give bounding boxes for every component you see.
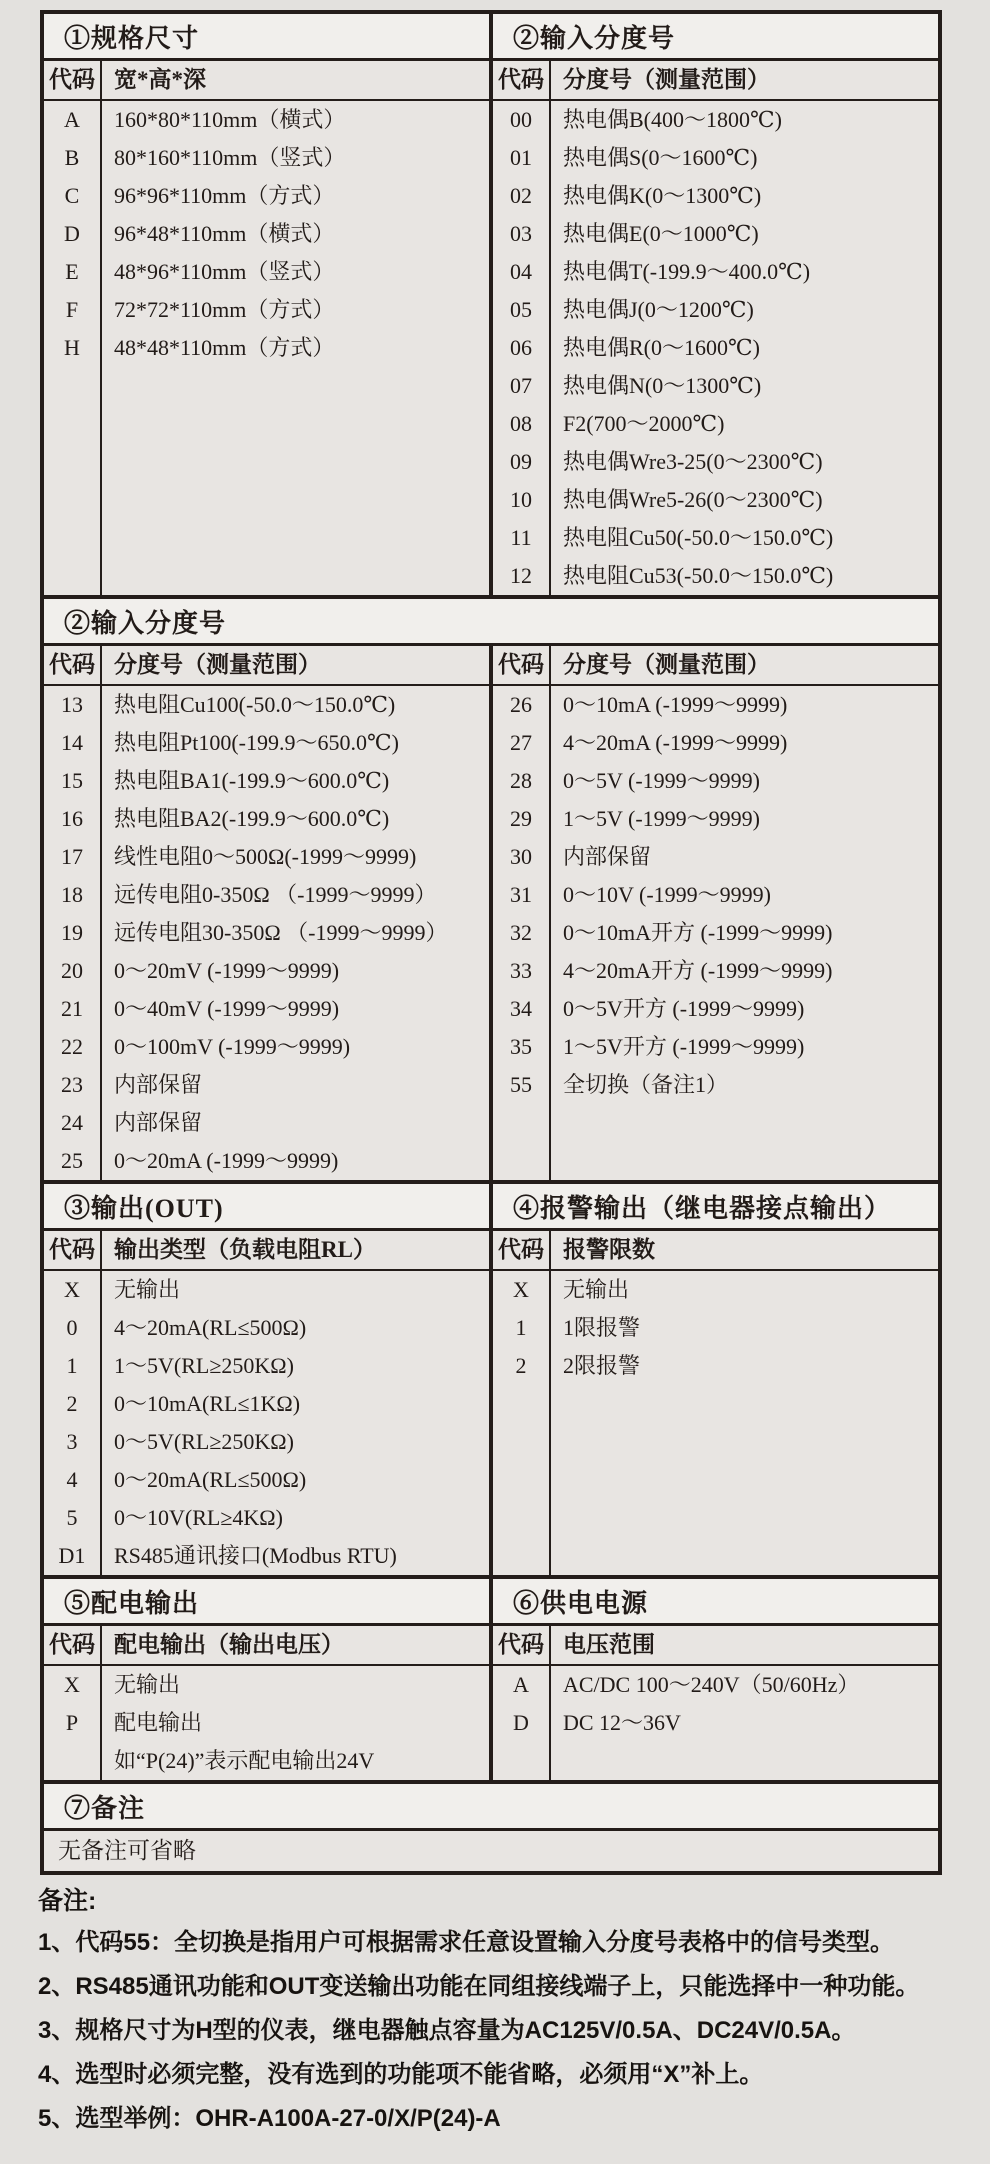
row-code-cell: 24: [61, 1110, 83, 1135]
code-column-header: 代码: [493, 61, 551, 99]
table-row: [44, 1347, 489, 1385]
row-label-cell: AC/DC 100～240V（50/60Hz）: [563, 1672, 860, 1697]
row-label-cell: 热电偶R(0～1600℃): [563, 335, 760, 360]
row-label-cell: 热电偶B(400～1800℃): [563, 107, 782, 132]
row-label-cell: 热电阻BA1(-199.9～600.0℃): [114, 768, 390, 793]
table-row: [44, 838, 489, 876]
row-label-cell: 热电偶J(0～1200℃): [563, 297, 754, 322]
row-label-cell: 无输出: [563, 1277, 630, 1302]
row-label-cell: 热电偶N(0～1300℃): [563, 373, 762, 398]
row-label-cell: 热电偶K(0～1300℃): [563, 183, 762, 208]
label-column-header: 分度号（测量范围）: [114, 652, 321, 677]
row-code-cell: 4: [66, 1467, 78, 1492]
row-code-cell: 28: [510, 768, 532, 793]
row-label-cell: 热电偶Wre3-25(0～2300℃): [563, 449, 823, 474]
table-row: [44, 1385, 489, 1423]
row-code-cell: 20: [61, 958, 83, 983]
row-code-cell: 07: [510, 373, 532, 398]
section2b-left-rows: [44, 686, 489, 1180]
row-code-cell: 2: [515, 1353, 527, 1378]
section4-rows: [493, 1271, 938, 1575]
section5-rows: [44, 1666, 489, 1780]
table-row: [493, 139, 938, 177]
row-label-cell: 0～20mA(RL≤500Ω): [114, 1467, 307, 1492]
band4-column-header: [44, 1626, 938, 1664]
table-row: [493, 329, 938, 367]
row-label-cell: 远传电阻30-350Ω （-1999～9999）: [114, 920, 448, 945]
section5-column-header: [44, 1626, 489, 1664]
row-code-cell: 05: [510, 297, 532, 322]
row-label-cell: 160*80*110mm（横式）: [114, 107, 346, 132]
row-code-cell: 15: [61, 768, 83, 793]
row-label-cell: 1限报警: [563, 1315, 641, 1340]
row-code-cell: 29: [510, 806, 532, 831]
table-row: [493, 1666, 938, 1704]
code-column-header: 代码: [44, 1626, 102, 1664]
table-row: [493, 481, 938, 519]
label-column-header: 报警限数: [563, 1237, 655, 1262]
row-code-cell: F: [65, 297, 79, 322]
footnote-item: 2、RS485通讯功能和OUT变送输出功能在同组接线端子上，只能选择中一种功能。: [38, 1973, 920, 2000]
table-row: [44, 215, 489, 253]
section1-title: ①规格尺寸: [64, 23, 200, 53]
row-code-cell: A: [513, 1672, 529, 1697]
section-band-3: [44, 1184, 938, 1579]
code-column-header: 代码: [493, 646, 551, 684]
row-label-cell: 4～20mA开方 (-1999～9999): [563, 958, 833, 983]
row-label-cell: 内部保留: [114, 1110, 203, 1135]
label-column-header: 输出类型（负载电阻RL）: [114, 1237, 376, 1262]
table-row: [493, 1066, 938, 1104]
row-label-cell: 0～20mA (-1999～9999): [114, 1148, 339, 1173]
row-label-cell: 0～5V开方 (-1999～9999): [563, 996, 805, 1021]
code-column-header: 代码: [44, 646, 102, 684]
table-row: [493, 1271, 938, 1309]
section3-column-header: [44, 1231, 489, 1269]
row-code-cell: D: [513, 1710, 529, 1735]
row-code-cell: 33: [510, 958, 532, 983]
table-row: [493, 291, 938, 329]
section-band-2: [44, 599, 938, 1184]
row-code-cell: 2: [66, 1391, 78, 1416]
table-row: [493, 405, 938, 443]
row-code-cell: 08: [510, 411, 532, 436]
table-row: [44, 914, 489, 952]
table-row: [493, 838, 938, 876]
row-code-cell: 31: [510, 882, 532, 907]
row-code-cell: 19: [61, 920, 83, 945]
table-row: [44, 724, 489, 762]
table-row: [493, 990, 938, 1028]
row-label-cell: RS485通讯接口(Modbus RTU): [114, 1543, 397, 1568]
table-row: [44, 1028, 489, 1066]
section2a-rows: [493, 101, 938, 595]
section4-column-header: [493, 1231, 938, 1269]
table-row: [493, 952, 938, 990]
row-code-cell: X: [64, 1277, 80, 1302]
row-label-cell: 热电阻Pt100(-199.9～650.0℃): [114, 730, 399, 755]
row-code-cell: H: [64, 335, 80, 360]
row-code-cell: C: [64, 183, 80, 208]
row-label-cell: 96*48*110mm（横式）: [114, 221, 335, 246]
row-code-cell: 13: [61, 692, 83, 717]
row-code-cell: A: [64, 107, 80, 132]
row-code-cell: 06: [510, 335, 532, 360]
row-label-cell: 0～10mA (-1999～9999): [563, 692, 788, 717]
row-code-cell: 16: [61, 806, 83, 831]
table-row: [44, 1742, 489, 1780]
row-label-cell: 4～20mA (-1999～9999): [563, 730, 788, 755]
row-label-cell: 80*160*110mm（竖式）: [114, 145, 346, 170]
row-label-cell: 配电输出: [114, 1710, 203, 1735]
section2b-left-column-header: [44, 646, 489, 684]
table-row: [44, 1499, 489, 1537]
row-code-cell: 21: [61, 996, 83, 1021]
label-column-header: 电压范围: [563, 1632, 655, 1657]
section2b-title: ②输入分度号: [64, 608, 227, 638]
band2-body: [44, 686, 938, 1180]
table-row: [493, 876, 938, 914]
row-label-cell: 远传电阻0-350Ω （-1999～9999）: [114, 882, 437, 907]
code-column-header: 代码: [493, 1231, 551, 1269]
row-code-cell: 30: [510, 844, 532, 869]
row-code-cell: 02: [510, 183, 532, 208]
table-row: [493, 367, 938, 405]
band3-title-row: [44, 1184, 938, 1228]
model-selection-table: [40, 10, 942, 1875]
row-code-cell: B: [64, 145, 80, 170]
table-row: [493, 1309, 938, 1347]
section3-rows: [44, 1271, 489, 1575]
row-code-cell: 01: [510, 145, 532, 170]
band5-title-row: [44, 1784, 938, 1828]
row-code-cell: 55: [510, 1072, 532, 1097]
row-label-cell: 热电阻BA2(-199.9～600.0℃): [114, 806, 390, 831]
row-label-cell: 无输出: [114, 1277, 181, 1302]
row-code-cell: [44, 1742, 100, 1780]
band1-title-row: [44, 14, 938, 58]
row-code-cell: 22: [61, 1034, 83, 1059]
table-row: [44, 1704, 489, 1742]
band4-title-row: [44, 1579, 938, 1623]
table-row: [44, 762, 489, 800]
footnotes-list: [38, 1928, 982, 2134]
row-code-cell: 09: [510, 449, 532, 474]
table-row: [44, 952, 489, 990]
table-row: [44, 1666, 489, 1704]
table-row: [44, 686, 489, 724]
table-row: [493, 519, 938, 557]
row-code-cell: 5: [66, 1505, 78, 1530]
table-row: [493, 1704, 938, 1742]
row-code-cell: E: [65, 259, 79, 284]
row-label-cell: 0～10V (-1999～9999): [563, 882, 771, 907]
table-row: [493, 101, 938, 139]
table-row: [44, 253, 489, 291]
code-column-header: 代码: [44, 1231, 102, 1269]
row-label-cell: 1～5V(RL≥250KΩ): [114, 1353, 294, 1378]
row-label-cell: 0～10V(RL≥4KΩ): [114, 1505, 283, 1530]
row-label-cell: 2限报警: [563, 1353, 641, 1378]
band2-title-row: [44, 599, 938, 643]
band1-body: [44, 101, 938, 595]
row-label-cell: 1～5V (-1999～9999): [563, 806, 760, 831]
section-band-5: [44, 1784, 938, 1871]
label-column-header: 分度号（测量范围）: [563, 67, 770, 92]
row-code-cell: 27: [510, 730, 532, 755]
table-row: [44, 1423, 489, 1461]
row-label-cell: 0～10mA开方 (-1999～9999): [563, 920, 833, 945]
table-row: [493, 443, 938, 481]
section6-column-header: [493, 1626, 938, 1664]
table-row: [44, 1309, 489, 1347]
table-row: [493, 215, 938, 253]
row-label-cell: 内部保留: [563, 844, 652, 869]
row-code-cell: 25: [61, 1148, 83, 1173]
row-label-cell: 0～20mV (-1999～9999): [114, 958, 340, 983]
row-code-cell: 14: [61, 730, 83, 755]
row-code-cell: 04: [510, 259, 532, 284]
row-label-cell: 0～100mV (-1999～9999): [114, 1034, 351, 1059]
table-row: [44, 1461, 489, 1499]
table-row: [493, 914, 938, 952]
table-row: [44, 1104, 489, 1142]
row-code-cell: 1: [515, 1315, 527, 1340]
row-code-cell: 23: [61, 1072, 83, 1097]
table-row: [44, 329, 489, 367]
row-code-cell: 26: [510, 692, 532, 717]
row-code-cell: 34: [510, 996, 532, 1021]
label-column-header: 分度号（测量范围）: [563, 652, 770, 677]
section4-title: ④报警输出（继电器接点输出）: [513, 1193, 892, 1223]
section6-title: ⑥供电电源: [513, 1588, 649, 1618]
label-column-header: 配电输出（输出电压）: [114, 1632, 344, 1657]
row-code-cell: 3: [66, 1429, 78, 1454]
table-row: [493, 686, 938, 724]
footnote-item: 5、选型举例：OHR-A100A-27-0/X/P(24)-A: [38, 2105, 501, 2132]
table-row: [493, 724, 938, 762]
row-code-cell: 03: [510, 221, 532, 246]
table-row: [44, 1271, 489, 1309]
table-row: [493, 1347, 938, 1385]
row-label-cell: 热电阻Cu100(-50.0～150.0℃): [114, 692, 396, 717]
row-label-cell: 96*96*110mm（方式）: [114, 183, 335, 208]
row-label-cell: 48*48*110mm（方式）: [114, 335, 335, 360]
row-label-cell: 1～5V开方 (-1999～9999): [563, 1034, 805, 1059]
table-row: [44, 1142, 489, 1180]
row-label-cell: 热电偶S(0～1600℃): [563, 145, 758, 170]
table-row: [44, 1537, 489, 1575]
label-column-header: 宽*高*深: [114, 67, 206, 92]
table-row: [44, 139, 489, 177]
table-row: [44, 1066, 489, 1104]
table-row: [493, 800, 938, 838]
row-label-cell: 热电偶Wre5-26(0～2300℃): [563, 487, 823, 512]
footnote-item: 3、规格尺寸为H型的仪表，继电器触点容量为AC125V/0.5A、DC24V/0.5A。: [38, 2017, 856, 2044]
row-code-cell: 10: [510, 487, 532, 512]
section-band-4: [44, 1579, 938, 1784]
row-label-cell: 如“P(24)”表示配电输出24V: [114, 1748, 375, 1773]
row-label-cell: 内部保留: [114, 1072, 203, 1097]
row-code-cell: 11: [510, 525, 532, 550]
row-label-cell: 热电偶T(-199.9～400.0℃): [563, 259, 811, 284]
row-label-cell: 4～20mA(RL≤500Ω): [114, 1315, 307, 1340]
row-label-cell: 72*72*110mm（方式）: [114, 297, 335, 322]
row-label-cell: 热电偶E(0～1000℃): [563, 221, 759, 246]
section1-column-header: [44, 61, 489, 99]
row-label-cell: 48*96*110mm（竖式）: [114, 259, 335, 284]
row-code-cell: 32: [510, 920, 532, 945]
row-code-cell: 18: [61, 882, 83, 907]
section7-title: ⑦备注: [64, 1793, 146, 1823]
row-code-cell: P: [65, 1710, 79, 1735]
row-label-cell: 热电阻Cu50(-50.0～150.0℃): [563, 525, 834, 550]
table-row: [493, 253, 938, 291]
row-label-cell: 热电阻Cu53(-50.0～150.0℃): [563, 563, 834, 588]
footnote-item: 1、代码55：全切换是指用户可根据需求任意设置输入分度号表格中的信号类型。: [38, 1929, 895, 1956]
table-row: [44, 990, 489, 1028]
row-code-cell: 12: [510, 563, 532, 588]
section2a-column-header: [493, 61, 938, 99]
row-label-cell: 0～5V (-1999～9999): [563, 768, 760, 793]
row-code-cell: X: [64, 1672, 80, 1697]
table-row: [493, 177, 938, 215]
section5-title: ⑤配电输出: [64, 1588, 200, 1618]
row-code-cell: 00: [510, 107, 532, 132]
table-row: [44, 800, 489, 838]
row-code-cell: 17: [61, 844, 83, 869]
row-label-cell: 0～5V(RL≥250KΩ): [114, 1429, 294, 1454]
band3-body: [44, 1271, 938, 1575]
band2-column-header: [44, 646, 938, 684]
section1-rows: [44, 101, 489, 595]
footnote-item: 4、选型时必须完整，没有选到的功能项不能省略，必须用“X”补上。: [38, 2061, 764, 2088]
row-label-cell: 0～40mV (-1999～9999): [114, 996, 340, 1021]
row-label-cell: DC 12～36V: [563, 1710, 681, 1735]
section-band-1: [44, 14, 938, 599]
footnotes: [38, 1886, 982, 2148]
code-column-header: 代码: [44, 61, 102, 99]
footnotes-heading: 备注:: [38, 1887, 97, 1915]
row-label-cell: 全切换（备注1）: [563, 1072, 729, 1097]
section6-rows: [493, 1666, 938, 1780]
row-label-cell: 无输出: [114, 1672, 181, 1697]
code-column-header: 代码: [493, 1626, 551, 1664]
row-code-cell: 0: [66, 1315, 78, 1340]
band3-column-header: [44, 1231, 938, 1269]
row-label-cell: 线性电阻0～500Ω(-1999～9999): [114, 844, 417, 869]
section2a-title: ②输入分度号: [513, 23, 676, 53]
table-row: [493, 1028, 938, 1066]
row-code-cell: 1: [66, 1353, 78, 1378]
table-row: [44, 177, 489, 215]
row-label-cell: F2(700～2000℃): [563, 411, 725, 436]
row-label-cell: 0～10mA(RL≤1KΩ): [114, 1391, 301, 1416]
section3-title: ③输出(OUT): [64, 1193, 224, 1223]
table-row: [44, 876, 489, 914]
band4-body: [44, 1666, 938, 1780]
band1-column-header: [44, 61, 938, 99]
section7-body-text: 无备注可省略: [58, 1838, 196, 1863]
table-row: [493, 557, 938, 595]
row-code-cell: 35: [510, 1034, 532, 1059]
row-code-cell: D1: [58, 1543, 86, 1568]
row-code-cell: X: [513, 1277, 529, 1302]
row-code-cell: D: [64, 221, 80, 246]
table-row: [44, 291, 489, 329]
section2b-right-rows: [493, 686, 938, 1180]
section2b-right-column-header: [493, 646, 938, 684]
table-row: [44, 101, 489, 139]
table-row: [493, 762, 938, 800]
